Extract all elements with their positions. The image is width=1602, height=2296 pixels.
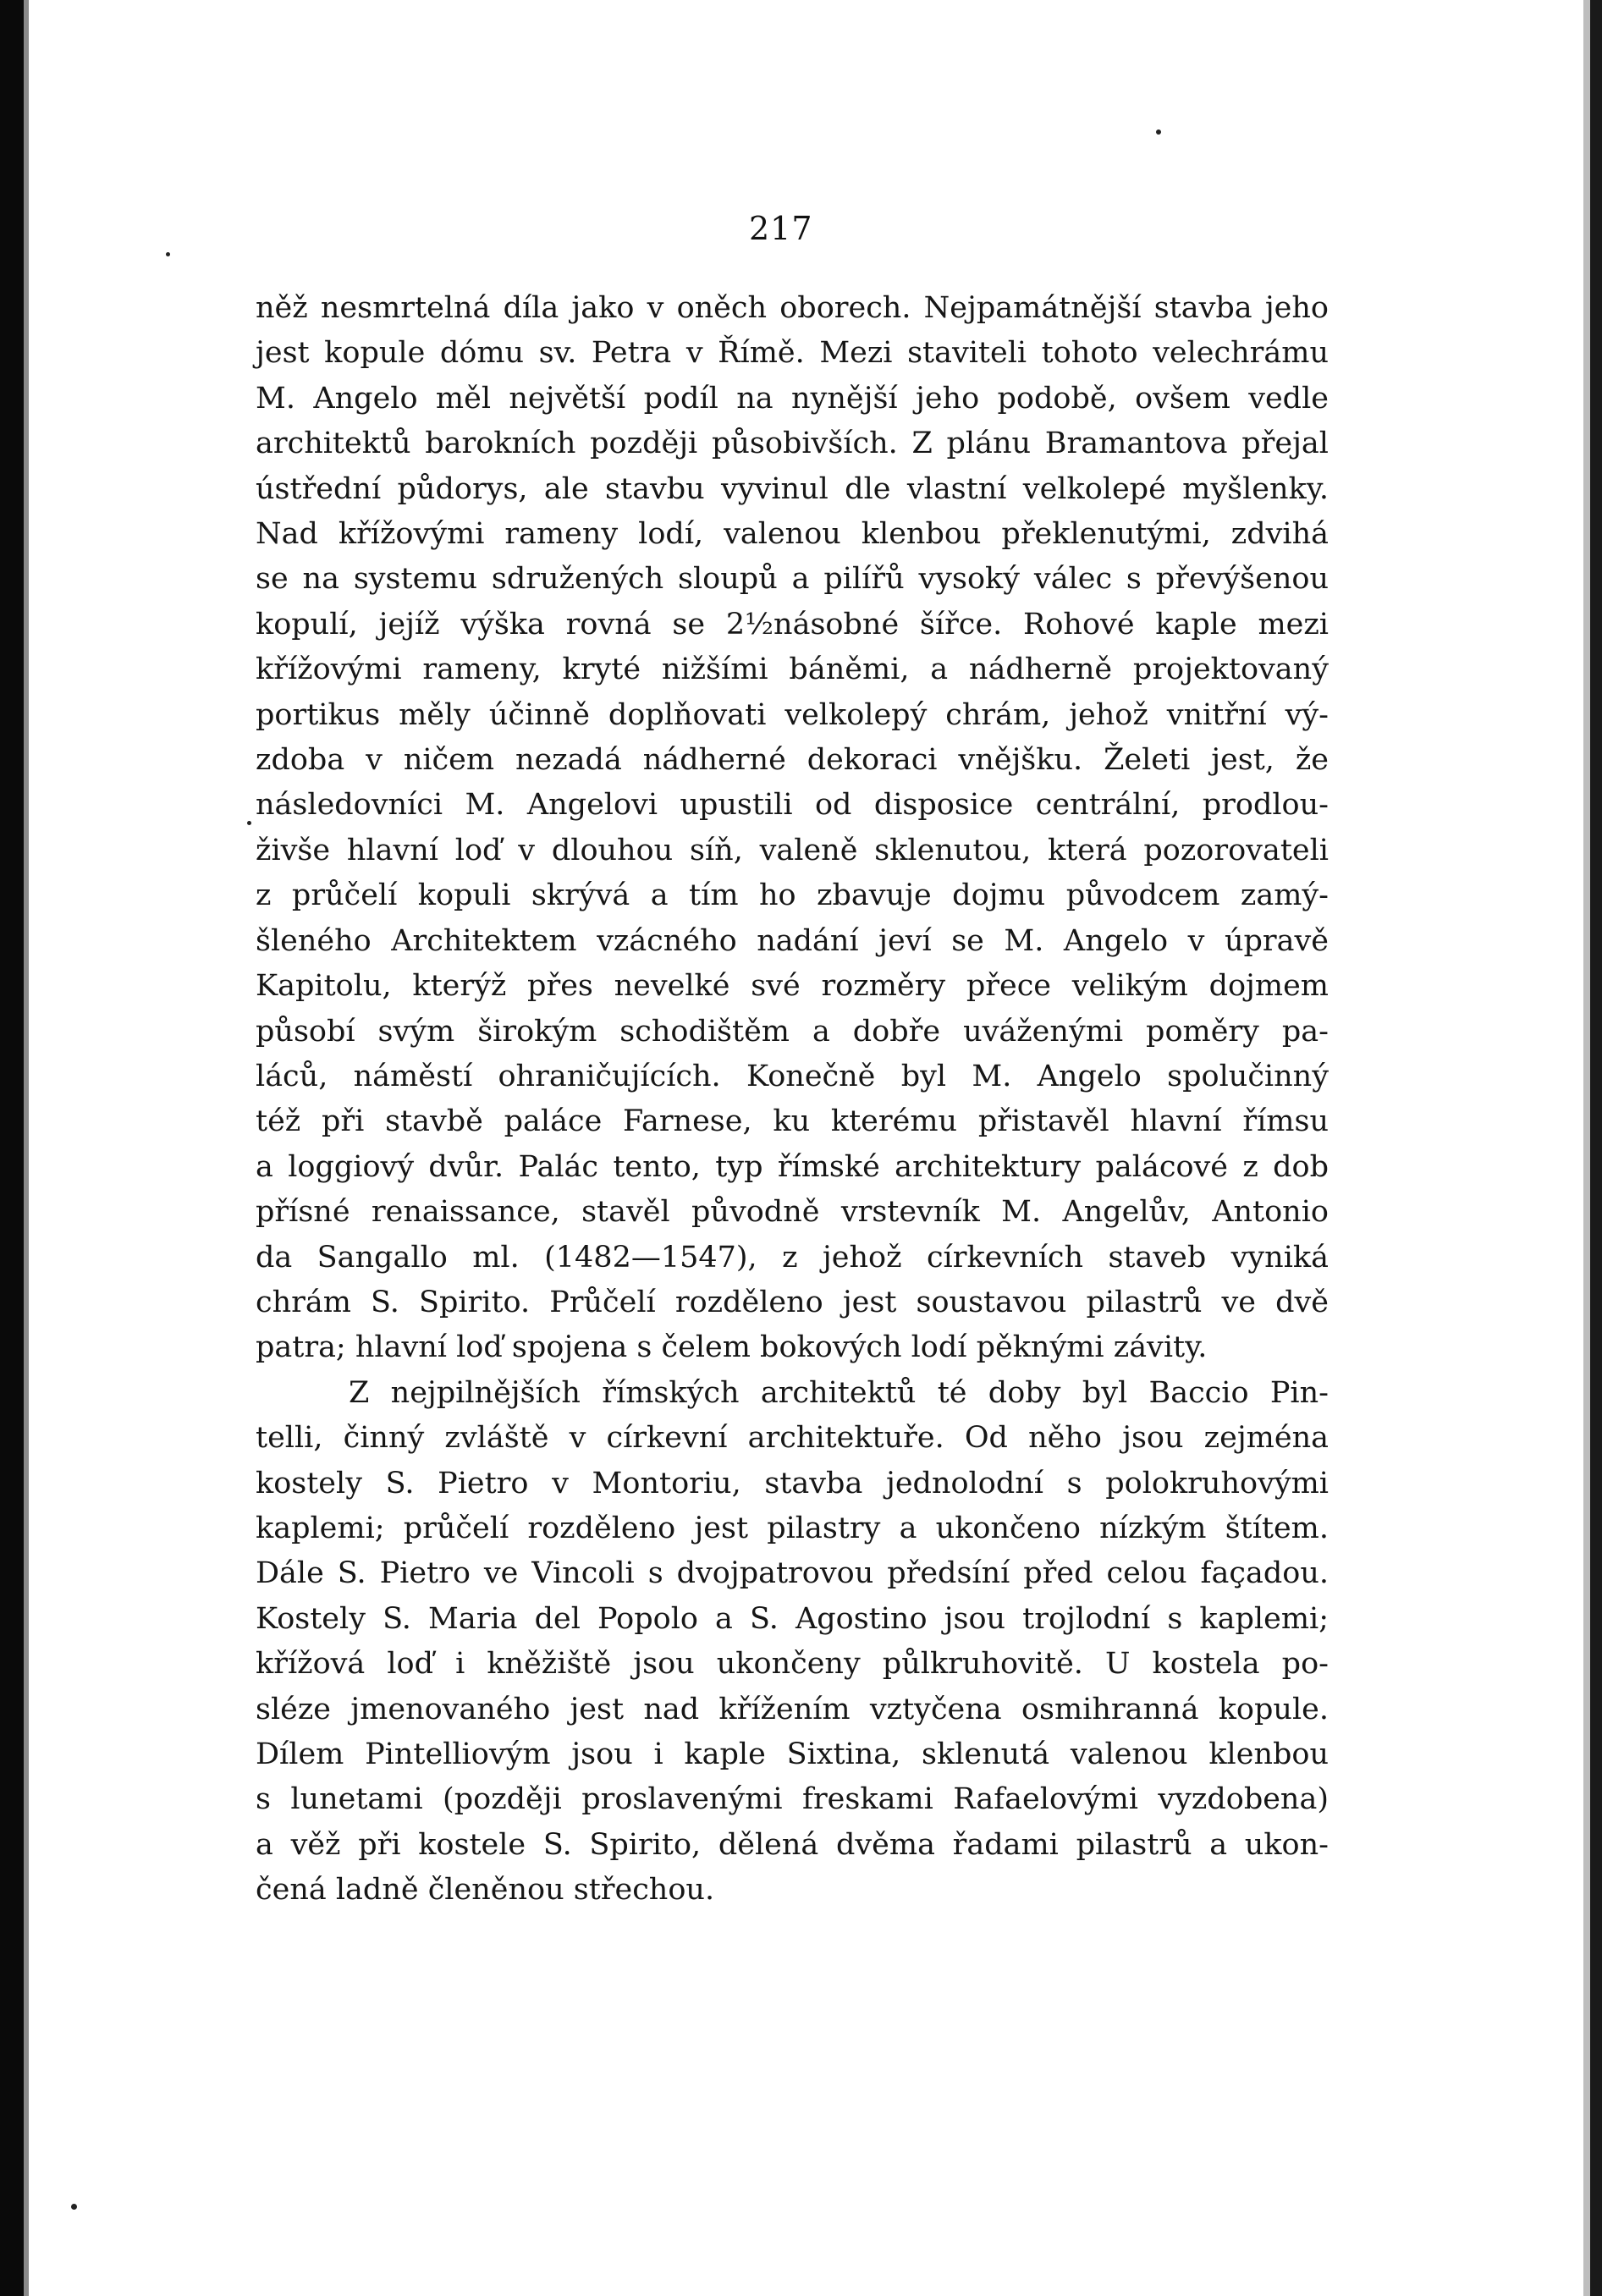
text-line: kopulí, jejíž výška rovná se 2½násobné šířce. Rohové kaple mezi [256, 607, 1329, 641]
text-line: se na systemu sdružených sloupů a pilířů vysoký válec s převýšenou [256, 562, 1329, 597]
scan-speck [1156, 129, 1161, 135]
text-line: a loggiový dvůr. Palác tento, typ římské architektury palácové z dob [256, 1149, 1329, 1184]
page-number: 217 [749, 210, 813, 247]
text-line: chrám S. Spirito. Průčelí rozděleno jest soustavou pilastrů ve dvě [256, 1285, 1329, 1319]
text-line: sléze jmenovaného jest nad křížením vztyčena osmihranná kopule. [256, 1692, 1329, 1726]
text-line-paragraph-end: čená ladně členěnou střechou. [256, 1873, 715, 1908]
text-line: jest kopule dómu sv. Petra v Římě. Mezi staviteli tohoto velechrámu [256, 336, 1329, 371]
text-line: kostely S. Pietro v Montoriu, stavba jednolodní s polokruhovými [256, 1466, 1329, 1500]
text-line: též při stavbě paláce Farnese, ku kterému přistavěl hlavní římsu [256, 1104, 1329, 1139]
text-line: láců, náměstí ohraničujících. Konečně byl M. Angelo spolučinný [256, 1059, 1329, 1093]
scan-border-right [1590, 0, 1602, 2296]
scan-speck [71, 2204, 77, 2210]
text-line: přísné renaissance, stavěl původně vrstevník M. Angelův, Antonio [256, 1195, 1329, 1230]
scan-speck [247, 821, 251, 825]
scan-border-right-shadow [1583, 0, 1590, 2296]
text-line: následovníci M. Angelovi upustili od disposice centrální, prodlou- [256, 788, 1329, 823]
text-line: působí svým širokým schodištěm a dobře uváženými poměry pa- [256, 1014, 1329, 1049]
text-line: kaplemi; průčelí rozděleno jest pilastry a ukončeno nízkým štítem. [256, 1511, 1329, 1545]
body-text [256, 286, 1329, 1913]
text-line-paragraph-end: patra; hlavní loď spojena s čelem bokových lodí pěknými závity. [256, 1330, 1208, 1365]
text-line: Dále S. Pietro ve Vincoli s dvojpatrovou předsíní před celou façadou. [256, 1556, 1329, 1591]
text-line: křížová loď i kněžiště jsou ukončeny půlkruhovitě. U kostela po- [256, 1647, 1329, 1682]
text-line: s lunetami (později proslavenými freskami Rafaelovými vyzdobena) [256, 1782, 1329, 1817]
text-line: z průčelí kopuli skrývá a tím ho zbavuje dojmu původcem zamý- [256, 878, 1329, 913]
text-line: telli, činný zvláště v církevní architektuře. Od něho jsou zejména [256, 1421, 1329, 1456]
text-line: portikus měly účinně doplňovati velkolepý chrám, jehož vnitřní vý- [256, 697, 1329, 732]
text-line: da Sangallo ml. (1482—1547), z jehož církevních staveb vyniká [256, 1240, 1329, 1275]
scan-border-left [0, 0, 24, 2296]
text-line: Kostely S. Maria del Popolo a S. Agostino jsou trojlodní s kaplemi; [256, 1601, 1329, 1636]
text-line: a věž při kostele S. Spirito, dělená dvěma řadami pilastrů a ukon- [256, 1827, 1329, 1862]
text-line: živše hlavní loď v dlouhou síň, valeně sklenutou, která pozorovateli [256, 833, 1329, 867]
text-line: něž nesmrtelná díla jako v oněch oborech. Nejpamátnější stavba jeho [256, 291, 1329, 325]
text-line: ústřední půdorys, ale stavbu vyvinul dle vlastní velkolepé myšlenky. [256, 471, 1329, 506]
scan-border-left-shadow [24, 0, 29, 2296]
text-line: křížovými rameny, kryté nižšími báněmi, a nádherně projektovaný [256, 652, 1329, 687]
text-line: architektů barokních později působivších. Z plánu Bramantova přejal [256, 427, 1329, 461]
text-line-paragraph-start: Z nejpilnějších římských architektů té doby byl Baccio Pin- [349, 1375, 1329, 1410]
text-line: Dílem Pintelliovým jsou i kaple Sixtina, sklenutá valenou klenbou [256, 1737, 1329, 1771]
text-line: zdoba v ničem nezadá nádherné dekoraci vnějšku. Želeti jest, že [256, 743, 1329, 778]
scan-speck [166, 252, 170, 256]
text-line: Nad křížovými rameny lodí, valenou klenbou překlenutými, zdvihá [256, 517, 1329, 552]
text-line: M. Angelo měl největší podíl na nynější jeho podobě, ovšem vedle [256, 381, 1329, 416]
text-line: Kapitolu, kterýž přes nevelké své rozměry přece velikým dojmem [256, 969, 1329, 1004]
text-line: šleného Architektem vzácného nadání jeví se M. Angelo v úpravě [256, 923, 1329, 958]
